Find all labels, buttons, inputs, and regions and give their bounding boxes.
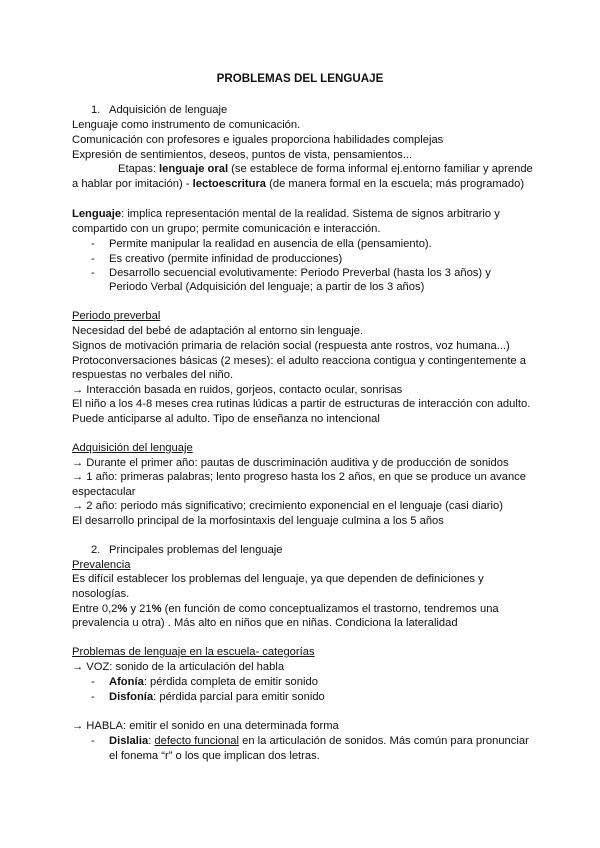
section-2-heading: Principales problemas del lenguaje [109, 544, 283, 556]
paragraph-line: El niño a los 4-8 meses crea rutinas lúdicas a partir de estructuras de interacción con adulto. [72, 398, 531, 410]
lenguaje-term: Lenguaje [72, 208, 122, 220]
paragraph-line: → Interacción basada en ruidos, gorjeos, contacto ocular, sonrisas [72, 384, 403, 396]
habla-line: → HABLA: emitir el sonido en una determinada forma [72, 720, 339, 732]
paragraph-line: → 1 año: primeras palabras; lento progreso hasta los 2 años, en que se produce un avance [72, 471, 527, 483]
afonia-item: Afonía: pérdida completa de emitir sonido [109, 676, 318, 688]
etapas-line: Etapas: lenguaje oral (se establece de forma informal ej.entorno familiar y aprende [118, 163, 533, 175]
lenguaje-definition: Lenguaje: implica representación mental de la realidad. Sistema de signos arbitrario y [72, 208, 500, 220]
bullet-dash: - [91, 735, 95, 747]
disfonia-item: Disfonía: pérdida parcial para emitir sonido [109, 691, 325, 703]
paragraph-line: espectacular [72, 486, 136, 498]
adquisicion-heading: Adquisición del lenguaje [72, 442, 193, 454]
categorias-heading: Problemas de lenguaje en la escuela- categorías [72, 646, 315, 658]
prevalence-line: Entre 0,2% y 21% (en función de como conceptualizamos el trastorno, tendremos una [72, 603, 499, 615]
paragraph-line: Necesidad del bebé de adaptación al entorno sin lenguaje. [72, 325, 364, 337]
paragraph-line: nosologías. [72, 588, 130, 600]
bullet-item: Permite manipular la realidad en ausencia de ella (pensamiento). [109, 238, 432, 250]
bullet-dash: - [91, 691, 95, 703]
bullet-item: Es creativo (permite infinidad de producciones) [109, 253, 343, 265]
section-1-heading: Adquisición de lenguaje [109, 104, 228, 116]
bullet-item-cont: Periodo Verbal (Adquisición del lenguaje; a partir de los 3 años) [109, 281, 425, 293]
lecto-term: lectoescritura [192, 178, 267, 190]
preverbal-heading: Periodo preverbal [72, 310, 161, 322]
bullet-dash: - [91, 267, 95, 279]
dislalia-item-cont: el fonema “r” o los que implican dos letras. [109, 750, 320, 762]
etapas-line-2: a hablar por imitación) - lectoescritura (de manera formal en la escuela; más programado) [72, 178, 525, 190]
bullet-dash: - [91, 238, 95, 250]
bullet-dash: - [91, 253, 95, 265]
paragraph-line: Lenguaje como instrumento de comunicación. [72, 119, 301, 131]
voz-line: → VOZ: sonido de la articulación del habla [72, 661, 285, 673]
paragraph-line: respuestas no verbales del niño. [72, 369, 234, 381]
paragraph-line: Signos de motivación primaria de relación social (respuesta ante rostros, voz humana...) [72, 340, 510, 352]
paragraph-line: prevalencia u otra) . Más alto en niños que en niñas. Condiciona la lateralidad [72, 617, 458, 629]
bullet-dash: - [91, 676, 95, 688]
paragraph-line: compartido con un grupo; permite comunicación e interacción. [72, 223, 381, 235]
prevalencia-heading: Prevalencia [72, 559, 131, 571]
paragraph-line: → 2 año: periodo más significativo; crecimiento exponencial en el lenguaje (casi diario) [72, 500, 503, 512]
paragraph-line: Comunicación con profesores e iguales proporciona habilidades complejas [72, 134, 444, 146]
paragraph-line: → Durante el primer año: pautas de duscriminación auditiva y de producción de sonidos [72, 457, 509, 469]
oral-term: lenguaje oral [159, 163, 229, 175]
bullet-item: Desarrollo secuencial evolutivamente: Periodo Preverbal (hasta los 3 años) y [109, 267, 491, 279]
section-2-number: 2. [91, 544, 101, 556]
page-title: PROBLEMAS DEL LENGUAJE [216, 72, 384, 85]
paragraph-line: Expresión de sentimientos, deseos, puntos de vista, pensamientos... [72, 149, 413, 161]
paragraph-line: Puede anticiparse al adulto. Tipo de enseñanza no intencional [72, 413, 380, 425]
paragraph-line: Es difícil establecer los problemas del lenguaje, ya que dependen de definiciones y [72, 573, 484, 585]
section-1-number: 1. [91, 104, 101, 116]
paragraph-line: El desarrollo principal de la morfosintaxis del lenguaje culmina a los 5 años [72, 515, 444, 527]
dislalia-item: Dislalia: defecto funcional en la articulación de sonidos. Más común para pronunciar [109, 735, 529, 747]
paragraph-line: Protoconversaciones básicas (2 meses): el adulto reacciona contigua y contingentemente a [72, 355, 526, 367]
